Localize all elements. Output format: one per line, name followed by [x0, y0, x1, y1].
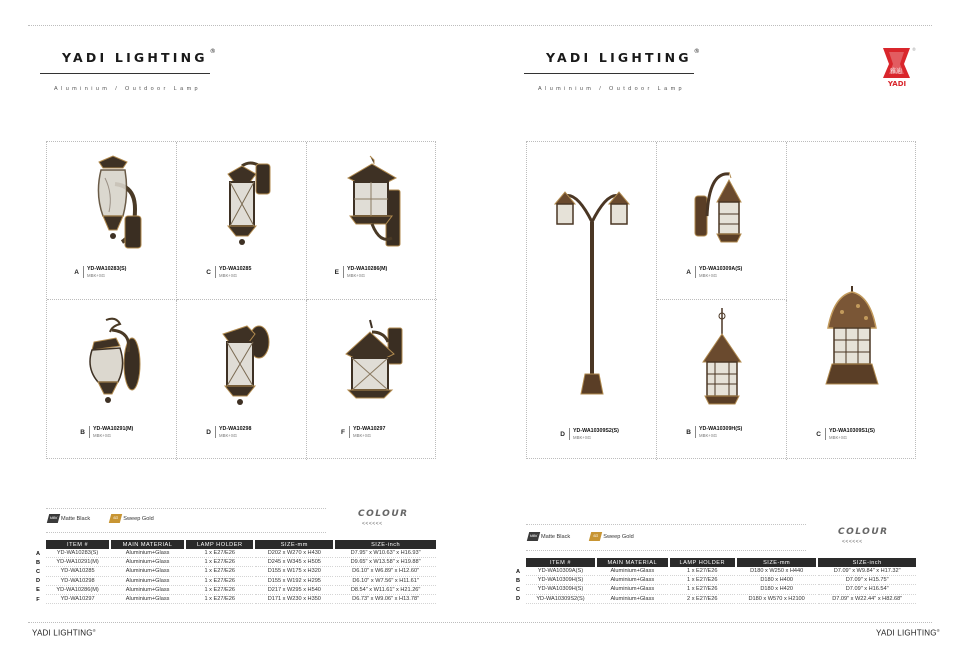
- cell-size-inch: D7.09" x H16.54": [818, 585, 916, 594]
- product-caption: [73, 426, 176, 438]
- colour-arrows: <<<<<<: [362, 521, 383, 527]
- product-caption: [553, 428, 656, 440]
- yadi-logo-icon: [880, 44, 916, 88]
- product-cell[interactable]: [307, 142, 437, 300]
- cell-size-inch: D8.54" x W11.61" x H21.26": [335, 586, 436, 595]
- caption-text: [89, 426, 133, 438]
- cell-size-inch: D9.65" x W13.58" x H19.88": [335, 558, 436, 567]
- cell-holder: 2 x E27/E26: [670, 595, 735, 604]
- header-item: ITEM #: [526, 558, 595, 567]
- caption-text: [83, 266, 126, 278]
- product-caption: [679, 266, 786, 278]
- cell-size-inch: D7.09" x H15.75": [818, 576, 916, 585]
- swatch-label: Sweep Gold: [603, 533, 634, 540]
- brand-title: [546, 47, 700, 65]
- product-letter: A: [74, 269, 79, 276]
- row-letter: F: [36, 596, 40, 603]
- table-row: [32, 577, 436, 586]
- product-finish: MBK+SG: [93, 433, 112, 438]
- cell-item: YD-WA10297: [46, 595, 109, 604]
- table-row: [32, 558, 436, 567]
- product-letter: F: [341, 429, 345, 436]
- cell-material: Aluminium+Glass: [111, 567, 184, 576]
- cell-size-inch: D7.95" x W10.63" x H16.93": [335, 549, 436, 558]
- header-size-mm: SIZE-mm: [255, 540, 333, 549]
- header-material: MAIN MATERIAL: [597, 558, 668, 567]
- swatch-matte-black: [48, 514, 90, 523]
- product-letter: C: [206, 269, 211, 276]
- product-finish: MBK+SG: [347, 273, 366, 278]
- product-finish: MBK+SG: [699, 433, 718, 438]
- wall-lantern-image: [336, 318, 408, 410]
- table-row: [512, 576, 916, 585]
- header-blank: [512, 558, 524, 567]
- caption-text: [695, 266, 742, 278]
- row-letter: D: [35, 578, 41, 585]
- cell-size-inch: D6.10" x W6.89" x H12.60": [335, 567, 436, 576]
- cell-size-inch: D7.09" x W9.84" x H17.32": [818, 567, 916, 576]
- cell-holder: 1 x E27/E26: [186, 577, 253, 586]
- right-page: [480, 0, 960, 648]
- cell-material: Aluminium+Glass: [111, 595, 184, 604]
- colour-swatches: [48, 514, 154, 523]
- cell-size-mm: D180 x W250 x H440: [737, 567, 816, 576]
- cell-material: Aluminium+Glass: [597, 595, 668, 604]
- cell-holder: 1 x E27/E26: [186, 586, 253, 595]
- cell-material: Aluminium+Glass: [111, 558, 184, 567]
- page-subtitle: Aluminium / Outdoor Lamp: [54, 86, 202, 92]
- header-holder: LAMP HOLDER: [670, 558, 735, 567]
- product-finish: MBK+SG: [219, 273, 238, 278]
- row-letter: A: [515, 568, 521, 575]
- logo-reg: ®: [912, 47, 916, 52]
- wall-lantern-image: [210, 156, 274, 254]
- brand-name: YADI LIGHTING: [62, 50, 208, 65]
- cell-size-mm: D202 x W270 x H430: [255, 549, 333, 558]
- cell-size-mm: D217 x W295 x H540: [255, 586, 333, 595]
- product-caption: [679, 426, 786, 438]
- caption-text: [825, 428, 875, 440]
- wall-lantern-image: [76, 316, 148, 412]
- product-cell[interactable]: [657, 300, 787, 460]
- product-model: YD-WA10297: [353, 426, 386, 432]
- product-grid: [526, 141, 916, 459]
- cell-material: Aluminium+Glass: [111, 586, 184, 595]
- cell-size-mm: D180 x H420: [737, 585, 816, 594]
- header-item: ITEM #: [46, 540, 109, 549]
- table-row: [32, 595, 436, 604]
- product-cell[interactable]: [527, 142, 657, 460]
- colour-divider: [526, 524, 806, 525]
- header-size-inch: SIZE-inch: [335, 540, 436, 549]
- footer-brand: [32, 628, 96, 638]
- header-material: MAIN MATERIAL: [111, 540, 184, 549]
- product-model: YD-WA10283(S): [87, 266, 127, 272]
- pendant-lantern-image: [697, 308, 747, 412]
- product-model: YD-WA10309S1(S): [829, 428, 875, 434]
- product-caption: [327, 266, 437, 278]
- product-letter: A: [686, 269, 691, 276]
- brand-rule: [524, 73, 694, 74]
- product-cell[interactable]: [47, 142, 177, 300]
- product-cell[interactable]: [787, 142, 917, 460]
- brand-rule: [40, 73, 210, 74]
- header-blank: [32, 540, 44, 549]
- colour-arrows: <<<<<<: [842, 539, 863, 545]
- swatch-chip: MBK: [527, 532, 540, 541]
- brand-name: YADI LIGHTING: [546, 50, 692, 65]
- product-finish: MBK+SG: [573, 435, 592, 440]
- product-model: YD-WA10309H(S): [699, 426, 743, 432]
- product-cell[interactable]: [657, 142, 787, 300]
- colour-divider: [46, 508, 326, 509]
- product-finish: MBK+SG: [829, 435, 848, 440]
- table-row: [32, 549, 436, 558]
- brand-reg: ®: [209, 47, 216, 55]
- product-letter: B: [80, 429, 85, 436]
- cell-item: YD-WA10309S2(S): [526, 595, 595, 604]
- spec-table: [510, 558, 918, 604]
- cell-material: Aluminium+Glass: [111, 577, 184, 586]
- colour-divider: [526, 550, 806, 551]
- swatch-matte-black: [528, 532, 570, 541]
- post-lantern-image: [547, 162, 637, 402]
- product-grid: [46, 141, 436, 459]
- swatch-label: Matte Black: [541, 533, 571, 540]
- product-finish: MBK+SG: [219, 433, 238, 438]
- wall-lantern-image: [689, 162, 755, 258]
- product-caption: [333, 426, 437, 438]
- table-row: [512, 585, 916, 594]
- row-letter: B: [515, 577, 521, 584]
- product-model: YD-WA10285: [219, 266, 252, 272]
- footer-brand: [876, 628, 940, 638]
- table-header-row: [32, 540, 436, 549]
- table-row: [32, 586, 436, 595]
- row-letter: C: [515, 586, 521, 593]
- product-model: YD-WA10286(M): [347, 266, 388, 272]
- cell-item: YD-WA10298: [46, 577, 109, 586]
- row-letter: E: [36, 587, 40, 594]
- footer-reg: ®: [92, 628, 96, 633]
- cell-holder: 1 x E27/E26: [186, 558, 253, 567]
- header-size-mm: SIZE-mm: [737, 558, 816, 567]
- cell-holder: 1 x E27/E26: [186, 595, 253, 604]
- cell-size-mm: D155 x W175 x H320: [255, 567, 333, 576]
- footer-reg: ®: [936, 628, 940, 633]
- product-model: YD-WA10309A(S): [699, 266, 743, 272]
- swatch-chip: SG: [109, 514, 122, 523]
- cell-size-mm: D155 x W192 x H295: [255, 577, 333, 586]
- product-cell[interactable]: [47, 300, 177, 460]
- caption-text: [215, 266, 251, 278]
- table-row: [512, 567, 916, 576]
- product-caption: [67, 266, 176, 278]
- cell-material: Aluminium+Glass: [597, 576, 668, 585]
- caption-text: [343, 266, 387, 278]
- colour-heading: COLOUR: [838, 527, 889, 537]
- logo-cn: 雅迪: [889, 68, 903, 75]
- swatch-label: Matte Black: [61, 515, 91, 522]
- cell-size-mm: D245 x W345 x H505: [255, 558, 333, 567]
- product-model: YD-WA10309S2(S): [573, 428, 619, 434]
- product-finish: MBK+SG: [699, 273, 718, 278]
- cell-item: YD-WA10283(S): [46, 549, 109, 558]
- product-letter: D: [560, 431, 565, 438]
- cell-holder: 1 x E27/E26: [670, 585, 735, 594]
- product-letter: D: [206, 429, 211, 436]
- cell-size-inch: D7.09" x W22.44" x H82.68": [818, 595, 916, 604]
- cell-holder: 1 x E27/E26: [186, 549, 253, 558]
- swatch-label: Sweep Gold: [123, 515, 154, 522]
- cell-size-inch: D6.73" x W9.06" x H13.78": [335, 595, 436, 604]
- swatch-chip: MBK: [47, 514, 60, 523]
- colour-swatches: [528, 532, 634, 541]
- colour-divider: [46, 532, 326, 533]
- product-model: YD-WA10298: [219, 426, 252, 432]
- product-letter: E: [334, 269, 339, 276]
- row-letter: A: [35, 550, 41, 557]
- header-holder: LAMP HOLDER: [186, 540, 253, 549]
- product-caption: [199, 266, 306, 278]
- cell-holder: 1 x E27/E26: [670, 567, 735, 576]
- cell-item: YD-WA10309H(S): [526, 576, 595, 585]
- cell-item: YD-WA10285: [46, 567, 109, 576]
- header-size-inch: SIZE-inch: [818, 558, 916, 567]
- pillar-lantern-image: [822, 286, 882, 390]
- row-letter: B: [35, 559, 41, 566]
- footer-text: YADI LIGHTING: [876, 628, 937, 638]
- cell-size-mm: D171 x W230 x H350: [255, 595, 333, 604]
- product-caption: [199, 426, 306, 438]
- page-subtitle: Aluminium / Outdoor Lamp: [538, 86, 686, 92]
- swatch-chip: SG: [589, 532, 602, 541]
- cell-size-mm: D180 x H400: [737, 576, 816, 585]
- caption-text: [349, 426, 385, 438]
- cell-item: YD-WA10309A(S): [526, 567, 595, 576]
- cell-material: Aluminium+Glass: [111, 549, 184, 558]
- product-finish: MBK+SG: [353, 433, 372, 438]
- product-letter: C: [816, 431, 821, 438]
- brand-title: [62, 47, 216, 65]
- row-letter: C: [35, 568, 41, 575]
- cell-material: Aluminium+Glass: [597, 585, 668, 594]
- cell-item: YD-WA10309H(S): [526, 585, 595, 594]
- caption-text: [215, 426, 251, 438]
- footer-text: YADI LIGHTING: [32, 628, 93, 638]
- row-letter: D: [515, 596, 521, 603]
- wall-lantern-image: [77, 154, 147, 254]
- colour-heading: COLOUR: [358, 509, 409, 519]
- cell-material: Aluminium+Glass: [597, 567, 668, 576]
- cell-item: YD-WA10286(M): [46, 586, 109, 595]
- table-row: [512, 595, 916, 604]
- product-finish: MBK+SG: [87, 273, 106, 278]
- product-caption: [809, 428, 917, 440]
- product-cell[interactable]: [177, 300, 307, 460]
- product-letter: B: [686, 429, 691, 436]
- table-row: [32, 567, 436, 576]
- product-cell[interactable]: [177, 142, 307, 300]
- wall-lantern-image: [209, 320, 275, 412]
- caption-text: [695, 426, 742, 438]
- wall-lantern-image: [336, 154, 408, 254]
- table-header-row: [512, 558, 916, 567]
- cell-holder: 1 x E27/E26: [670, 576, 735, 585]
- logo-text: YADI: [887, 80, 907, 88]
- brand-reg: ®: [693, 47, 700, 55]
- cell-item: YD-WA10291(M): [46, 558, 109, 567]
- cell-holder: 1 x E27/E26: [186, 567, 253, 576]
- product-cell[interactable]: [307, 300, 437, 460]
- swatch-sweep-gold: [110, 514, 153, 523]
- swatch-sweep-gold: [590, 532, 633, 541]
- spec-table: [30, 540, 438, 604]
- cell-size-inch: D6.10" x W7.56" x H11.61": [335, 577, 436, 586]
- cell-size-mm: D180 x W570 x H2100: [737, 595, 816, 604]
- caption-text: [569, 428, 619, 440]
- product-model: YD-WA10291(M): [93, 426, 134, 432]
